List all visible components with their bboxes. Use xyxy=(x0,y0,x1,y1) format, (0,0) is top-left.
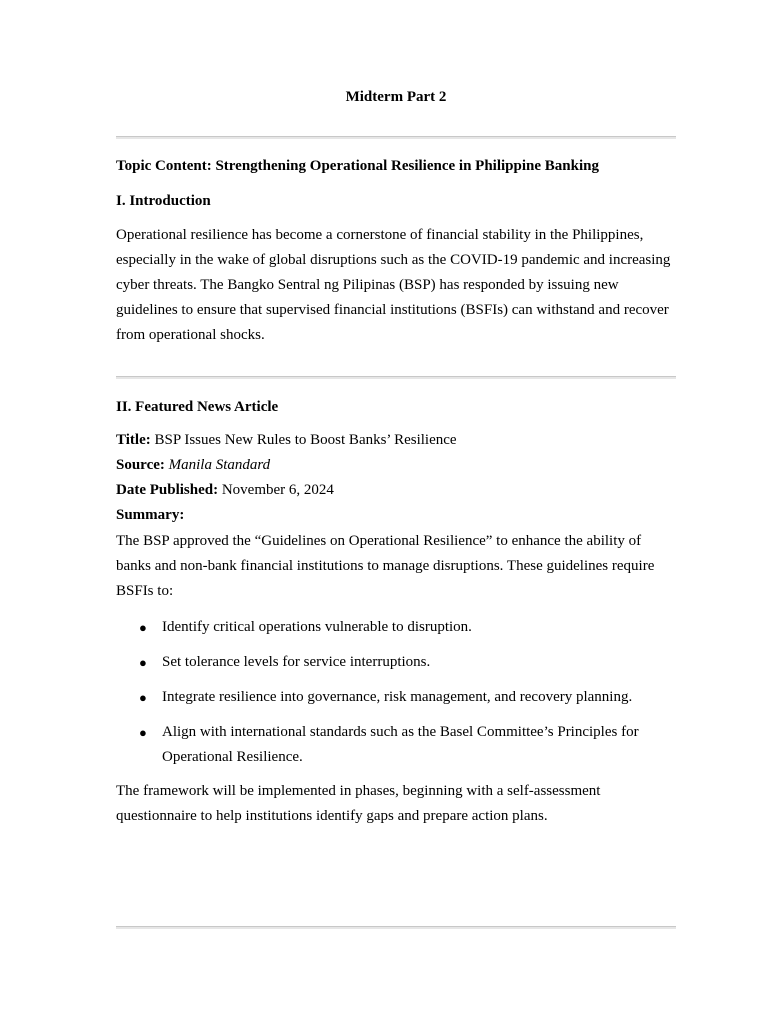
article-date-label: Date Published: xyxy=(116,482,219,498)
article-summary-paragraph: The BSP approved the “Guidelines on Operational Resilience” to enhance the ability of banks and non-bank financial institutions to manage disruptions. These guidelines require BSFIs to: xyxy=(116,533,655,599)
list-item-text: Align with international standards such as the Basel Committee’s Principles for Operational Resilience. xyxy=(162,724,639,765)
section-divider xyxy=(116,376,676,379)
list-item xyxy=(116,720,676,770)
article-source-label: Source: xyxy=(116,457,165,473)
introduction-paragraph: Operational resilience has become a cornerstone of financial stability in the Philippines, especially in the wake of global disruptions such as the COVID-19 pandemic and increasing cyber threats. The Bangko Sentral ng Pilipinas (BSP) has responded by issuing new guidelines to ensure that supervised financial institutions (BSFIs) can withstand and recover from operational shocks. xyxy=(116,227,671,343)
bullet-icon: ● xyxy=(139,655,147,670)
document-page xyxy=(116,0,676,1024)
article-date-line xyxy=(116,478,334,503)
requirements-list xyxy=(116,615,676,780)
list-item xyxy=(116,650,676,675)
featured-article-heading: II. Featured News Article xyxy=(116,399,279,415)
article-source-line xyxy=(116,453,270,478)
list-item-text: Integrate resilience into governance, risk management, and recovery planning. xyxy=(162,689,633,705)
list-item-text: Identify critical operations vulnerable to disruption. xyxy=(162,619,472,635)
introduction-heading: I. Introduction xyxy=(116,193,211,209)
section-divider xyxy=(116,926,676,929)
document-title: Midterm Part 2 xyxy=(345,89,447,105)
bullet-icon: ● xyxy=(139,620,147,635)
article-summary-label: Summary: xyxy=(116,507,185,523)
section-divider xyxy=(116,136,676,139)
article-title-value: BSP Issues New Rules to Boost Banks’ Resilience xyxy=(154,432,457,448)
article-title-label: Title: xyxy=(116,432,151,448)
article-source-value: Manila Standard xyxy=(168,457,271,473)
list-item xyxy=(116,615,676,640)
article-date-value: November 6, 2024 xyxy=(221,482,334,498)
topic-heading: Topic Content: Strengthening Operational Resilience in Philippine Banking xyxy=(116,158,599,174)
closing-paragraph: The framework will be implemented in phases, beginning with a self-assessment questionnaire to help institutions identify gaps and prepare action plans. xyxy=(116,783,601,824)
bullet-icon: ● xyxy=(139,690,147,705)
list-item-text: Set tolerance levels for service interruptions. xyxy=(162,654,431,670)
list-item xyxy=(116,685,676,710)
bullet-icon: ● xyxy=(139,725,147,740)
article-title-line xyxy=(116,428,457,453)
